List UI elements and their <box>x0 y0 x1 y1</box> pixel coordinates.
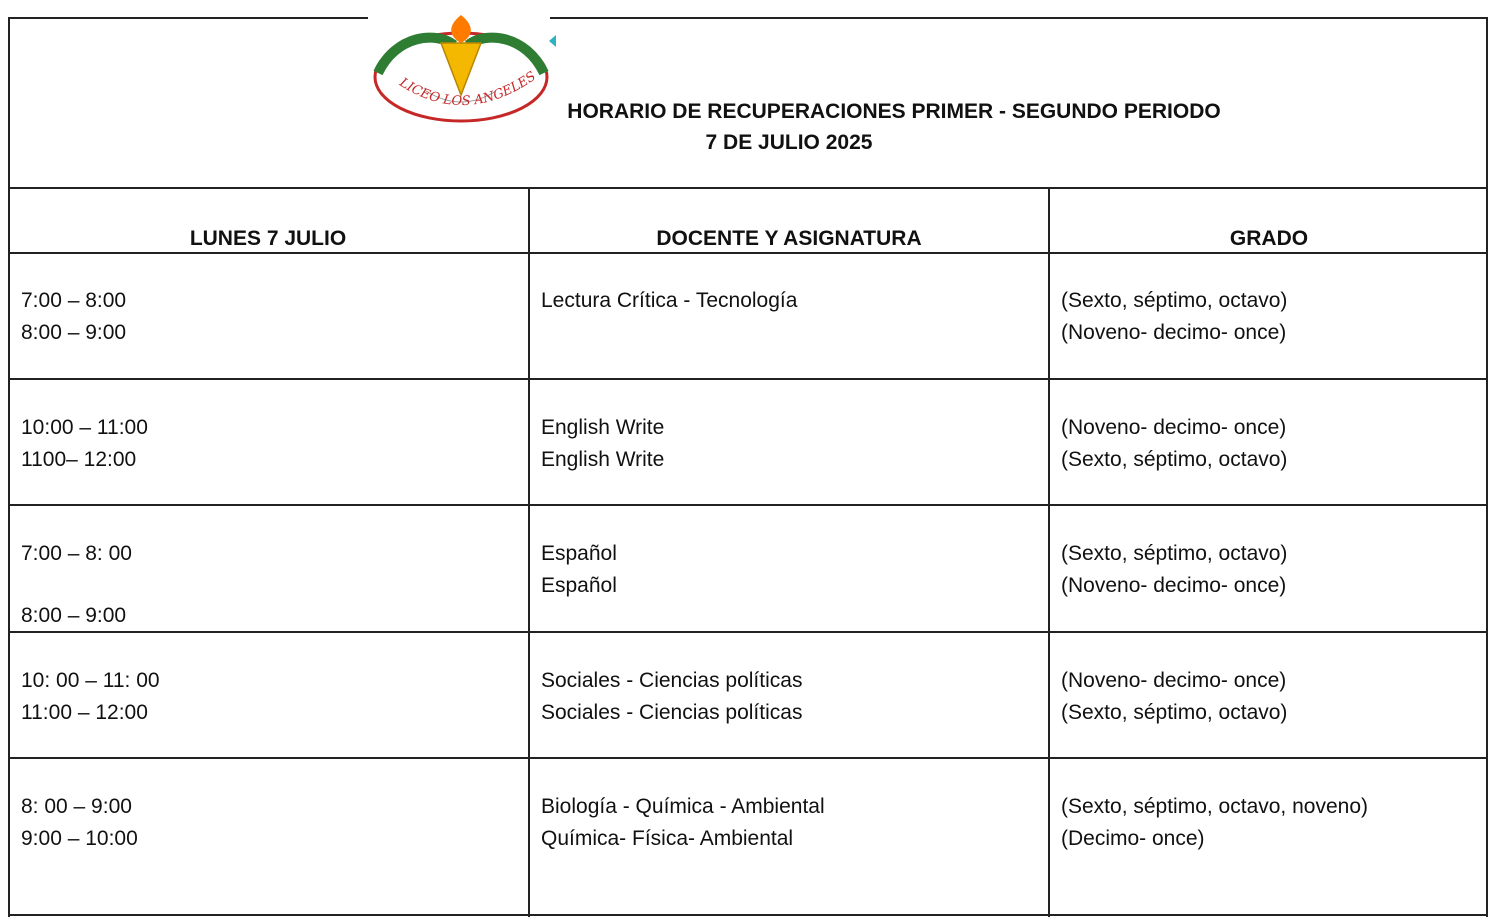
subject-cell: Lectura Crítica - Tecnología <box>541 289 798 312</box>
time-cell: 7:00 – 8:00 8:00 – 9:00 <box>21 289 127 344</box>
column-divider <box>1048 187 1050 917</box>
grade-cell: (Sexto, séptimo, octavo, noveno) (Decimo- once) <box>1061 795 1368 850</box>
subject-cell: Biología - Química - Ambiental Química- Física- Ambiental <box>541 795 825 850</box>
time-cell: 10:00 – 11:00 1100– 12:00 <box>21 416 148 471</box>
document-date: 7 DE JULIO 2025 <box>705 131 873 154</box>
column-header-day: LUNES 7 JULIO <box>189 227 347 250</box>
subject-cell: Español Español <box>541 542 617 597</box>
time-cell: 10: 00 – 11: 00 11:00 – 12:00 <box>21 669 160 724</box>
row-divider <box>8 187 1488 189</box>
subject-cell: Sociales - Ciencias políticas Sociales - Ciencias políticas <box>541 669 803 724</box>
row-divider <box>8 757 1488 759</box>
bottom-border <box>8 914 1488 916</box>
schedule-document <box>8 17 1488 917</box>
subject-cell: English Write English Write <box>541 416 665 471</box>
column-divider <box>528 187 530 917</box>
grade-cell: (Sexto, séptimo, octavo) (Noveno- decimo- once) <box>1061 542 1288 597</box>
row-divider <box>8 378 1488 380</box>
column-header-grade: GRADO <box>1229 227 1309 250</box>
grade-cell: (Sexto, séptimo, octavo) (Noveno- decimo- once) <box>1061 289 1288 344</box>
top-border-left <box>8 17 368 19</box>
time-cell: 7:00 – 8: 00 8:00 – 9:00 <box>21 542 132 627</box>
grade-cell: (Noveno- decimo- once) (Sexto, séptimo, octavo) <box>1061 416 1288 471</box>
row-divider <box>8 631 1488 633</box>
row-divider <box>8 504 1488 506</box>
svg-text:LICEO LOS ANGELES: LICEO LOS ANGELES <box>396 69 539 110</box>
column-header-subject: DOCENTE Y ASIGNATURA <box>656 227 922 250</box>
top-border-right <box>550 17 1488 19</box>
row-divider <box>8 252 1488 254</box>
document-title: HORARIO DE RECUPERACIONES PRIMER - SEGUNDO PERIODO <box>567 100 1221 123</box>
time-cell: 8: 00 – 9:00 9:00 – 10:00 <box>21 795 138 850</box>
grade-cell: (Noveno- decimo- once) (Sexto, séptimo, octavo) <box>1061 669 1288 724</box>
